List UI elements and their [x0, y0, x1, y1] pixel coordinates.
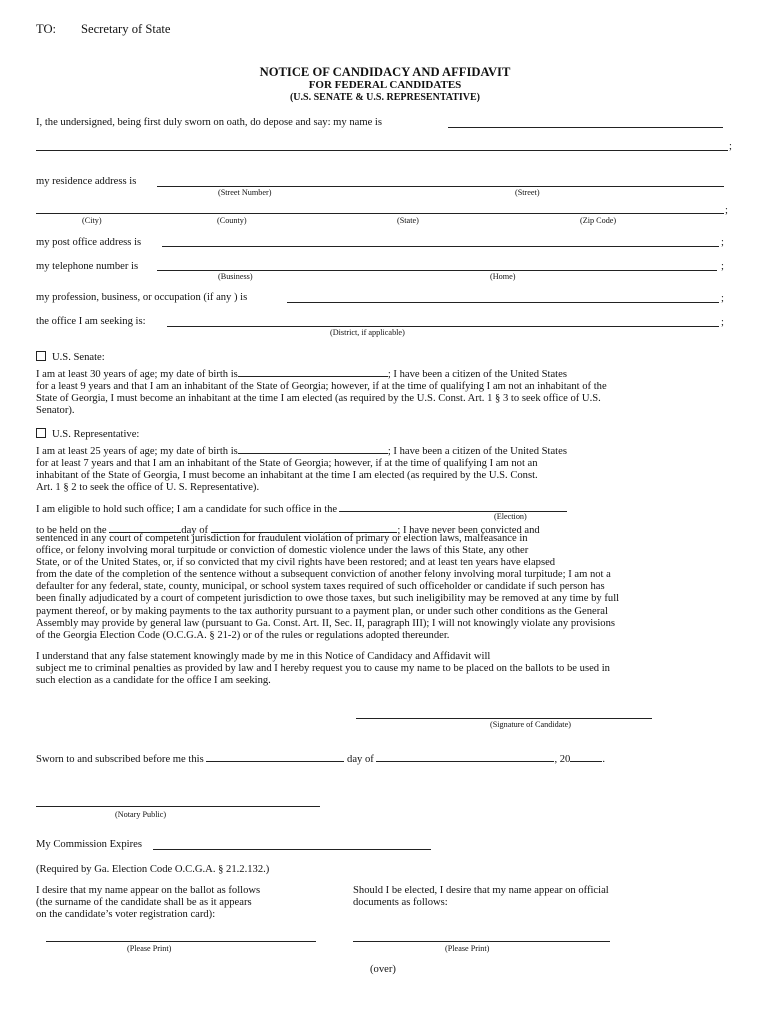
- ballot-line1: I desire that my name appear on the ballot as follows: [36, 885, 261, 896]
- eligibility-line: been finally adjudicated by a court of competent jurisdiction to owe those taxes, but such ineligibility may be removed at any time by full: [36, 593, 620, 605]
- held-on-label: to be held on the: [36, 525, 107, 536]
- residence-city-field[interactable]: [36, 213, 724, 214]
- eligible-line: [36, 500, 567, 516]
- rep-line1a: I am at least 25 years of age; my date of birth is: [36, 446, 238, 457]
- understand-paragraph: [36, 651, 726, 687]
- street-number-caption: (Street Number): [218, 188, 272, 197]
- eligibility-line: State, or of the United States, or, if so convicted that my civil rights have been restored; and at least ten years have elapsed: [36, 557, 556, 569]
- held-tail: ; I have never been convicted and: [397, 525, 540, 536]
- business-caption: (Business): [218, 272, 253, 281]
- ballot-line2: (the surname of the candidate shall be as it appears: [36, 897, 252, 909]
- notary-caption: (Notary Public): [115, 810, 167, 819]
- elected-line1: Should I be elected, I desire that my name appear on official: [353, 885, 609, 896]
- commission-field[interactable]: [153, 849, 431, 850]
- senate-option[interactable]: [36, 351, 105, 364]
- eligibility-line: from the date of the completion of the sentence without a subsequent conviction of another felony involving moral turpitude; I am not a: [36, 569, 611, 581]
- form-subtitle-offices: (U.S. SENATE & U.S. REPRESENTATIVE): [289, 92, 481, 103]
- senate-heading: U.S. Senate:: [52, 352, 105, 363]
- name-field-continued[interactable]: [36, 150, 728, 151]
- ballot-line3: on the candidate’s voter registration card):: [36, 909, 216, 921]
- signature-caption: (Signature of Candidate): [490, 720, 571, 729]
- form-subtitle: FOR FEDERAL CANDIDATES: [308, 79, 462, 91]
- sworn-label: Sworn to and subscribed before me this: [36, 754, 204, 765]
- eligibility-line: of the Georgia Election Code (O.C.G.A. § 21-2) or of the rules or regulations adopted thereunder.: [36, 629, 450, 641]
- understand-line: I understand that any false statement knowingly made by me in this Notice of Candidacy and Affidavit will: [36, 651, 491, 662]
- eligibility-paragraph: [36, 533, 726, 642]
- name-field[interactable]: [448, 127, 723, 128]
- form-title: NOTICE OF CANDIDACY AND AFFIDAVIT: [259, 65, 511, 79]
- elected-line2: documents as follows:: [353, 897, 448, 909]
- district-caption: (District, if applicable): [330, 328, 405, 337]
- signature-field[interactable]: [356, 718, 652, 719]
- eligibility-line: Assembly may provide by general law (pursuant to Ga. Const. Art. II, Sec. II, paragraph III); I will not knowingly violate any provisions: [36, 617, 615, 629]
- residence-label: my residence address is: [36, 176, 137, 187]
- senate-line2: for a least 9 years and that I am an inhabitant of the State of Georgia; however, if at the time of qualifying I am not an inhabitant of the: [36, 381, 607, 393]
- eligibility-line: office, or felony involving moral turpitude or conviction of domestic violence under the laws of this State, any other: [36, 545, 529, 557]
- eligibility-line: defaulter for any federal, state, county, municipal, or school system taxes required of such officeholder or candidate if such person has: [36, 581, 605, 593]
- election-field[interactable]: [339, 500, 567, 512]
- eligibility-line: sentenced in any court of competent jurisdiction for fraudulent violation of primary or election laws, malfeasance in: [36, 533, 528, 544]
- ballot-name-field[interactable]: [46, 941, 316, 942]
- profession-label: my profession, business, or occupation (if any ) is: [36, 292, 248, 303]
- sworn-day-field[interactable]: [206, 750, 344, 762]
- eligible-text: I am eligible to hold such office; I am a candidate for such office in the: [36, 504, 338, 515]
- city-caption: (City): [82, 216, 102, 225]
- required-note: (Required by Ga. Election Code O.C.G.A. § 21.2.132.): [36, 864, 270, 875]
- sworn-line: [36, 750, 605, 766]
- sworn-month-field[interactable]: [376, 750, 554, 762]
- telephone-label: my telephone number is: [36, 261, 139, 272]
- sworn-day-of-label: day of: [347, 754, 374, 765]
- sworn-year-field[interactable]: [570, 750, 602, 762]
- office-label: the office I am seeking is:: [36, 316, 146, 327]
- held-comma: ,: [322, 525, 326, 536]
- sworn-period: .: [602, 754, 605, 765]
- representative-option[interactable]: [36, 428, 139, 441]
- county-caption: (County): [217, 216, 247, 225]
- rep-line3: inhabitant of the State of Georgia, I must become an inhabitant at the time I am elected (as required by the U.S. Const.: [36, 470, 538, 482]
- residence-semicolon: ;: [725, 205, 728, 216]
- post-office-label: my post office address is: [36, 237, 142, 248]
- to-label: TO:: [36, 22, 57, 36]
- profession-semicolon: ;: [721, 293, 724, 304]
- senate-line3: State of Georgia, I must become an inhabitant at the time I am elected (as required by the U.S. Const. Art. 1 § 3 to seek office of U.S.: [36, 393, 601, 405]
- senate-checkbox[interactable]: [36, 351, 46, 361]
- name-semicolon: ;: [729, 141, 732, 152]
- official-print-caption: (Please Print): [445, 944, 490, 953]
- held-day-field[interactable]: [109, 521, 181, 533]
- name-label: I, the undersigned, being first duly sworn on oath, do depose and say: my name is: [36, 117, 382, 128]
- rep-line1b: ; I have been a citizen of the United States: [387, 446, 567, 457]
- ballot-name-instructions: [36, 885, 336, 921]
- post-office-semicolon: ;: [721, 237, 724, 248]
- notary-field[interactable]: [36, 806, 320, 807]
- post-office-field[interactable]: [162, 246, 719, 247]
- official-name-field[interactable]: [353, 941, 610, 942]
- representative-paragraph: [36, 442, 726, 494]
- state-caption: (State): [397, 216, 419, 225]
- over-note: (over): [370, 964, 396, 975]
- sworn-year-prefix: , 20: [554, 754, 571, 765]
- held-year-field[interactable]: [325, 521, 397, 533]
- senate-line4: Senator).: [36, 405, 75, 417]
- representative-birthdate-field[interactable]: [238, 442, 388, 454]
- street-caption: (Street): [515, 188, 540, 197]
- ballot-print-caption: (Please Print): [127, 944, 172, 953]
- senate-paragraph: [36, 365, 726, 417]
- rep-line2: for at least 7 years and that I am an inhabitant of the State of Georgia; however, if at the time of qualifying I am not an: [36, 458, 538, 470]
- office-semicolon: ;: [721, 317, 724, 328]
- profession-field[interactable]: [287, 302, 719, 303]
- office-field[interactable]: [167, 326, 719, 327]
- held-day-of-label: day of: [181, 525, 209, 536]
- rep-line4: Art. 1 § 2 to seek the office of U. S. Representative).: [36, 482, 260, 494]
- to-recipient: Secretary of State: [81, 22, 171, 36]
- senate-line1a: I am at least 30 years of age; my date of birth is: [36, 369, 238, 380]
- commission-label: My Commission Expires: [36, 839, 142, 850]
- representative-heading: U.S. Representative:: [52, 429, 140, 440]
- election-caption: (Election): [494, 512, 527, 521]
- senate-birthdate-field[interactable]: [238, 365, 388, 377]
- eligibility-line: payment thereof, or by making payments to the tax authority pursuant to a payment plan, or under such other conditions as the General: [36, 605, 608, 617]
- official-name-instructions: [353, 885, 673, 909]
- home-caption: (Home): [490, 272, 516, 281]
- zip-caption: (Zip Code): [580, 216, 617, 225]
- residence-street-field[interactable]: [157, 186, 724, 187]
- telephone-field[interactable]: [157, 270, 717, 271]
- telephone-semicolon: ;: [721, 261, 724, 272]
- senate-line1b: ; I have been a citizen of the United States: [387, 369, 567, 380]
- understand-line: such election as a candidate for the office I am seeking.: [36, 675, 271, 687]
- held-month-field[interactable]: [211, 521, 323, 533]
- representative-checkbox[interactable]: [36, 428, 46, 438]
- understand-line: subject me to criminal penalties as provided by law and I hereby request you to cause my name to be placed on the ballots to be used in: [36, 663, 610, 675]
